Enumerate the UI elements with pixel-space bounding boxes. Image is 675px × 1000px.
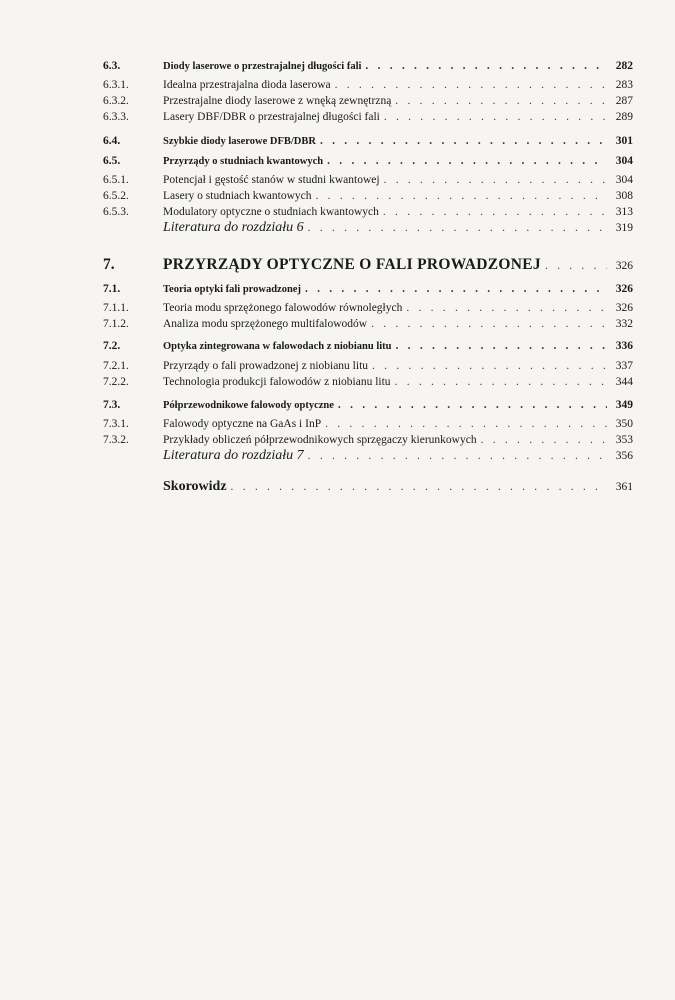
toc-title: Przyrządy o studniach kwantowych [163,156,324,167]
dot-leader [371,316,607,332]
dot-leader [305,281,607,297]
toc-entry-literature-6[interactable] [103,220,633,236]
toc-entry-7-2-1[interactable] [103,358,633,374]
toc-page-number: 313 [615,206,633,218]
toc-page-number: 283 [615,79,633,91]
toc-entry-7-1[interactable] [103,281,633,297]
toc-number: 7.3.1. [103,418,129,430]
dot-leader [545,258,607,274]
toc-number: 7.2.2. [103,376,129,388]
toc-page-number: 353 [615,434,633,446]
toc-title: Teoria optyki fali prowadzonej [163,284,301,295]
toc-title: Przestrajalne diody laserowe z wnęką zewnętrzną [163,95,392,107]
toc-title: Analiza modu sprzężonego multifalowodów [163,318,368,330]
dot-leader [384,109,607,125]
toc-entry-7-2-2[interactable] [103,374,633,390]
toc-entry-6-5-3[interactable] [103,204,633,220]
toc-page-number: 287 [615,95,633,107]
toc-entry-7-3-1[interactable] [103,416,633,432]
toc-title: Półprzewodnikowe falowody optyczne [163,400,334,411]
dot-leader [338,397,607,413]
toc-number: 7.1. [103,283,121,295]
dot-leader [320,133,607,149]
dot-leader [395,374,607,390]
toc-title: Falowody optyczne na GaAs i InP [163,418,322,430]
toc-number: 6.4. [103,135,121,147]
toc-title: Przykłady obliczeń półprzewodnikowych sprzęgaczy kierunkowych [163,434,477,446]
toc-title: Skorowidz [163,479,227,494]
toc-page-number: 304 [615,155,633,167]
toc-page-number: 326 [615,302,633,314]
toc-number: 7.2.1. [103,360,129,372]
toc-title: Przyrządy o fali prowadzonej z niobianu litu [163,360,369,372]
toc-page-number: 337 [615,360,633,372]
toc-entry-7-3[interactable] [103,397,633,413]
toc-page-number: 304 [615,174,633,186]
toc-entry-6-5-1[interactable] [103,172,633,188]
toc-page-number: 326 [615,283,633,295]
toc-entry-6-5[interactable] [103,153,633,169]
toc-number: 6.5.2. [103,190,129,202]
toc-page-number: 356 [615,450,633,462]
toc-title: Optyka zintegrowana w falowodach z niobianu litu [163,341,392,352]
toc-number: 7.1.2. [103,318,129,330]
toc-title: Technologia produkcji falowodów z niobianu litu [163,376,391,388]
toc-entry-6-3-1[interactable] [103,77,633,93]
dot-leader [383,204,607,220]
toc-title: PRZYRZĄDY OPTYCZNE O FALI PROWADZONEJ [163,256,541,273]
toc-page-number: 319 [615,222,633,234]
toc-entry-7-2[interactable] [103,338,633,354]
toc-title: Szybkie diody laserowe DFB/DBR [163,136,316,147]
dot-leader [335,77,607,93]
toc-page-number: 326 [615,260,633,272]
toc-page-number: 344 [615,376,633,388]
dot-leader [325,416,607,432]
dot-leader [372,358,607,374]
dot-leader [384,172,607,188]
toc-title: Potencjał i gęstość stanów w studni kwantowej [163,174,380,186]
toc-page-number: 332 [615,318,633,330]
dot-leader [327,153,607,169]
toc-entry-literature-7[interactable] [103,448,633,464]
toc-entry-index[interactable] [103,479,633,499]
toc-page-number: 289 [615,111,633,123]
toc-number: 7. [103,256,115,273]
dot-leader [308,448,607,464]
toc-title: Modulatory optyczne o studniach kwantowych [163,206,379,218]
dot-leader [395,93,607,109]
toc-title: Lasery o studniach kwantowych [163,190,312,202]
dot-leader [406,300,607,316]
toc-page-number: 282 [615,60,633,72]
toc-number: 6.3.3. [103,111,129,123]
toc-number: 6.5.1. [103,174,129,186]
dot-leader [481,432,607,448]
toc-number: 6.5. [103,155,121,167]
toc-entry-chapter-7[interactable] [103,257,633,279]
dot-leader [231,479,607,495]
toc-title: Literatura do rozdziału 6 [163,220,304,235]
toc-page-number: 301 [615,135,633,147]
toc-number: 7.3. [103,399,121,411]
toc-number: 6.3.2. [103,95,129,107]
toc-page-number: 361 [615,481,633,493]
toc-number: 6.3.1. [103,79,129,91]
toc-entry-6-3-3[interactable] [103,109,633,125]
toc-title: Idealna przestrajalna dioda laserowa [163,79,331,91]
toc-page-number: 349 [615,399,633,411]
dot-leader [396,338,607,354]
toc-entry-7-1-1[interactable] [103,300,633,316]
toc-number: 6.3. [103,60,121,72]
toc-page-number: 336 [615,340,633,352]
toc-entry-6-5-2[interactable] [103,188,633,204]
toc-title: Literatura do rozdziału 7 [163,448,304,463]
toc-number: 7.3.2. [103,434,129,446]
toc-title: Lasery DBF/DBR o przestrajalnej długości fali [163,111,380,123]
dot-leader [316,188,607,204]
toc-entry-6-3-2[interactable] [103,93,633,109]
toc-entry-7-3-2[interactable] [103,432,633,448]
dot-leader [365,58,607,74]
toc-title: Diody laserowe o przestrajalnej długości fali [163,61,362,72]
toc-number: 7.2. [103,340,121,352]
toc-entry-6-4[interactable] [103,133,633,149]
toc-entry-6-3[interactable] [103,58,633,74]
toc-number: 7.1.1. [103,302,129,314]
dot-leader [308,220,607,236]
toc-title: Teoria modu sprzężonego falowodów równoległych [163,302,403,314]
toc-page-number: 350 [615,418,633,430]
toc-number: 6.5.3. [103,206,129,218]
toc-entry-7-1-2[interactable] [103,316,633,332]
toc-page-number: 308 [615,190,633,202]
